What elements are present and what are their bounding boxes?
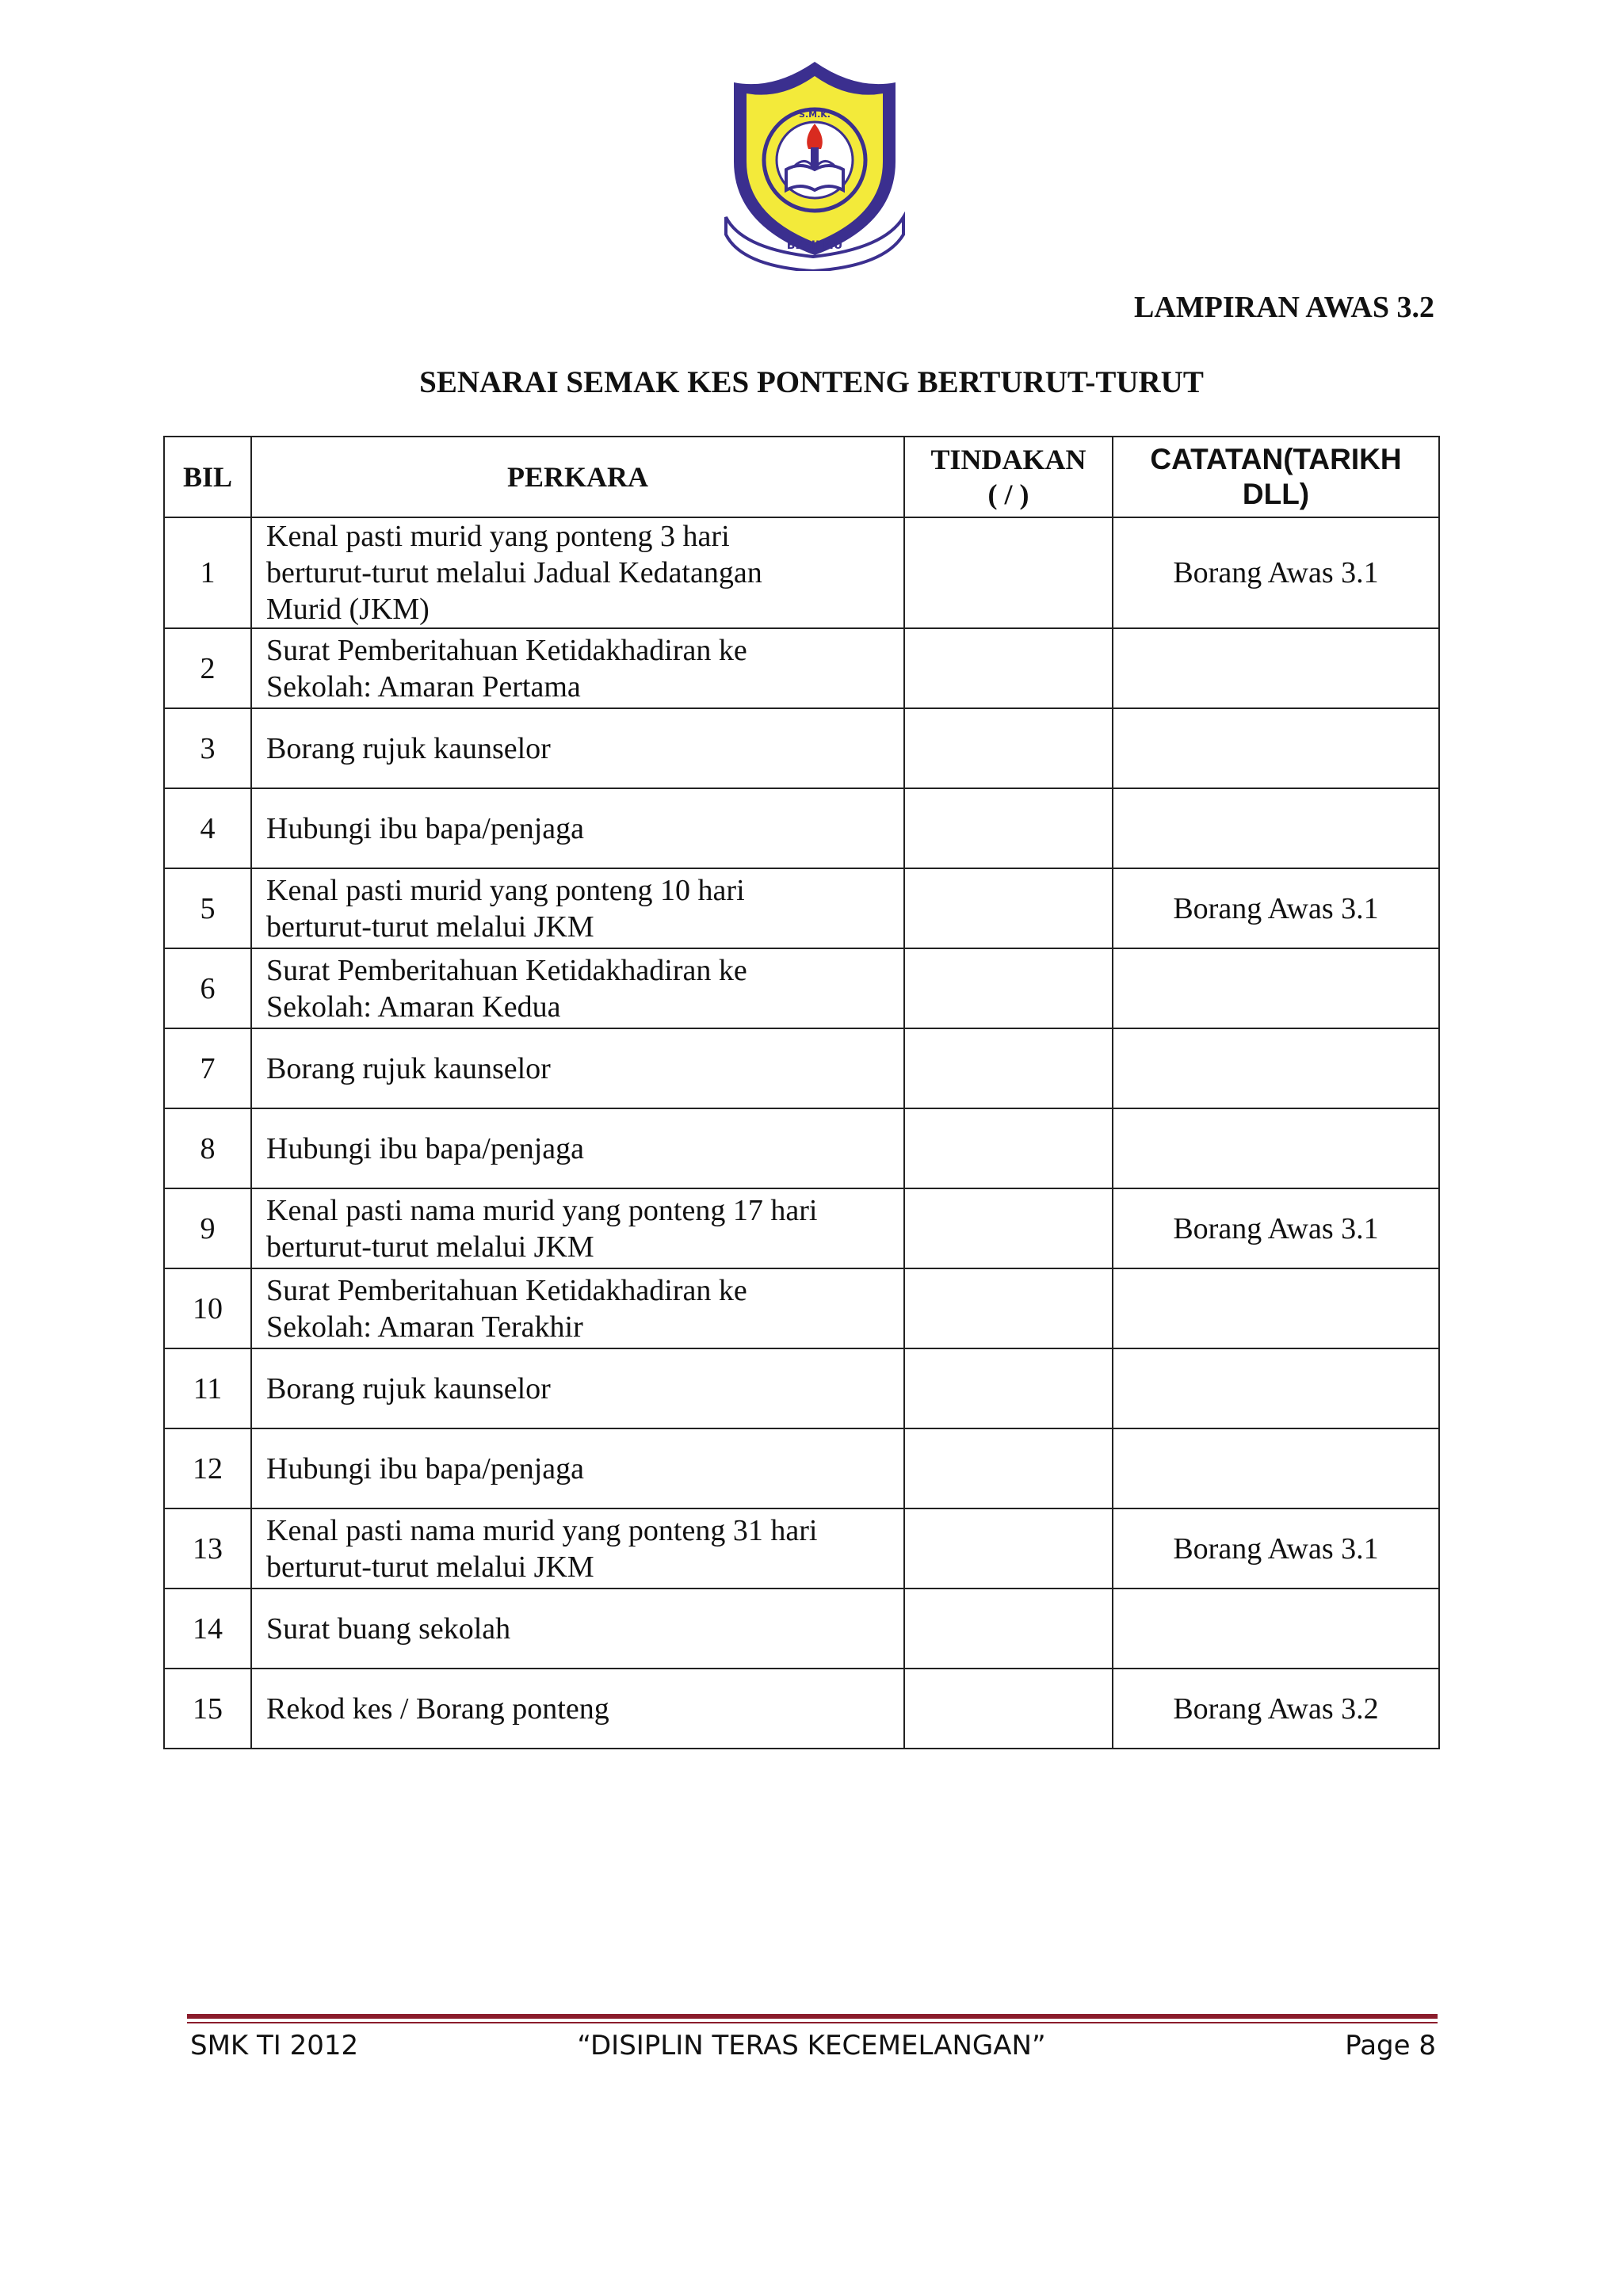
perkara-line: Borang rujuk kaunselor [266, 1051, 551, 1085]
cell-catatan [1113, 948, 1439, 1028]
column-header-tindakan [904, 437, 1113, 517]
table-row [164, 1268, 1439, 1348]
cell-tindakan[interactable] [904, 517, 1113, 628]
column-header-catatan [1113, 437, 1439, 517]
perkara-line: Hubungi ibu bapa/penjaga [266, 1131, 585, 1165]
table-header-row [164, 437, 1439, 517]
cell-tindakan[interactable] [904, 1589, 1113, 1669]
cell-bil: 14 [164, 1589, 251, 1669]
column-header-perkara: PERKARA [251, 437, 904, 517]
cell-bil: 7 [164, 1028, 251, 1108]
table-row [164, 708, 1439, 788]
perkara-line: Murid (JKM) [266, 593, 430, 626]
cell-bil: 15 [164, 1669, 251, 1749]
page-title: SENARAI SEMAK KES PONTENG BERTURUT-TURUT [419, 365, 1204, 399]
cell-perkara [251, 1108, 904, 1188]
cell-tindakan[interactable] [904, 1188, 1113, 1268]
cell-catatan: Borang Awas 3.2 [1113, 1669, 1439, 1749]
perkara-line: berturut-turut melalui JKM [266, 1230, 594, 1264]
cell-perkara [251, 708, 904, 788]
table-row [164, 948, 1439, 1028]
table-row [164, 868, 1439, 948]
table-row [164, 1188, 1439, 1268]
cell-catatan [1113, 1589, 1439, 1669]
perkara-line: Kenal pasti nama murid yang ponteng 17 hari [266, 1193, 818, 1227]
perkara-line: berturut-turut melalui JKM [266, 1550, 594, 1584]
table-row [164, 628, 1439, 708]
table-row [164, 788, 1439, 868]
cell-perkara [251, 1508, 904, 1589]
cell-perkara [251, 628, 904, 708]
table-row [164, 1508, 1439, 1589]
footer-divider [187, 2014, 1438, 2019]
cell-catatan: Borang Awas 3.1 [1113, 1188, 1439, 1268]
footer-motto: “DISIPLIN TERAS KECEMELANGAN” [577, 2030, 1046, 2061]
cell-perkara [251, 868, 904, 948]
cell-catatan [1113, 628, 1439, 708]
column-header-catatan-line2: DLL) [1242, 478, 1310, 510]
cell-catatan [1113, 1108, 1439, 1188]
table-row [164, 1589, 1439, 1669]
table-row [164, 517, 1439, 628]
cell-perkara [251, 788, 904, 868]
cell-tindakan[interactable] [904, 948, 1113, 1028]
cell-bil: 2 [164, 628, 251, 708]
table-row [164, 1669, 1439, 1749]
cell-tindakan[interactable] [904, 708, 1113, 788]
perkara-line: Kenal pasti nama murid yang ponteng 31 hari [266, 1513, 818, 1547]
cell-bil: 4 [164, 788, 251, 868]
cell-bil: 11 [164, 1348, 251, 1428]
table-row [164, 1028, 1439, 1108]
cell-perkara [251, 1188, 904, 1268]
cell-tindakan[interactable] [904, 628, 1113, 708]
school-crest-logo [718, 59, 911, 271]
appendix-label: LAMPIRAN AWAS 3.2 [1134, 291, 1434, 324]
cell-tindakan[interactable] [904, 1428, 1113, 1508]
perkara-line: Hubungi ibu bapa/penjaga [266, 1451, 585, 1486]
column-header-tindakan-line1: TINDAKAN [930, 444, 1086, 475]
column-header-tindakan-line2: ( / ) [987, 479, 1029, 510]
cell-catatan [1113, 1428, 1439, 1508]
perkara-line: Sekolah: Amaran Terakhir [266, 1310, 583, 1344]
cell-bil: 1 [164, 517, 251, 628]
perkara-line: Surat Pemberitahuan Ketidakhadiran ke [266, 1273, 747, 1307]
cell-bil: 3 [164, 708, 251, 788]
column-header-catatan-line1: CATATAN(TARIKH [1150, 443, 1402, 475]
footer-school-year: SMK TI 2012 [190, 2030, 359, 2061]
cell-tindakan[interactable] [904, 788, 1113, 868]
cell-perkara [251, 1589, 904, 1669]
cell-perkara [251, 1669, 904, 1749]
cell-catatan [1113, 1348, 1439, 1428]
cell-tindakan[interactable] [904, 1028, 1113, 1108]
cell-bil: 13 [164, 1508, 251, 1589]
cell-perkara [251, 1028, 904, 1108]
cell-perkara [251, 1268, 904, 1348]
cell-tindakan[interactable] [904, 1669, 1113, 1749]
logo-text-top: S.M.K. [799, 109, 831, 120]
perkara-line: Rekod kes / Borang ponteng [266, 1691, 609, 1726]
cell-bil: 5 [164, 868, 251, 948]
checklist-table [163, 436, 1440, 1749]
perkara-line: Sekolah: Amaran Kedua [266, 990, 561, 1024]
column-header-bil: BIL [164, 437, 251, 517]
perkara-line: Surat Pemberitahuan Ketidakhadiran ke [266, 953, 747, 987]
perkara-line: Hubungi ibu bapa/penjaga [266, 811, 585, 845]
cell-bil: 6 [164, 948, 251, 1028]
cell-catatan [1113, 1028, 1439, 1108]
cell-catatan: Borang Awas 3.1 [1113, 868, 1439, 948]
perkara-line: berturut-turut melalui JKM [266, 910, 594, 944]
cell-perkara [251, 1428, 904, 1508]
cell-tindakan[interactable] [904, 1348, 1113, 1428]
footer-page-number: Page 8 [1345, 2030, 1436, 2061]
perkara-line: Borang rujuk kaunselor [266, 1371, 551, 1405]
cell-catatan [1113, 1268, 1439, 1348]
perkara-line: Kenal pasti murid yang ponteng 3 hari [266, 520, 730, 553]
cell-bil: 10 [164, 1268, 251, 1348]
perkara-line: Sekolah: Amaran Pertama [266, 669, 581, 704]
cell-catatan [1113, 708, 1439, 788]
perkara-line: Borang rujuk kaunselor [266, 731, 551, 765]
cell-tindakan[interactable] [904, 868, 1113, 948]
cell-catatan: Borang Awas 3.1 [1113, 517, 1439, 628]
perkara-line: berturut-turut melalui Jadual Kedatangan [266, 556, 762, 589]
logo-text-bottom: BERILMU [786, 239, 843, 252]
perkara-line: Surat Pemberitahuan Ketidakhadiran ke [266, 633, 747, 667]
table-row [164, 1108, 1439, 1188]
cell-tindakan[interactable] [904, 1268, 1113, 1348]
cell-perkara [251, 1348, 904, 1428]
cell-bil: 8 [164, 1108, 251, 1188]
cell-perkara [251, 517, 904, 628]
table-row [164, 1348, 1439, 1428]
cell-perkara [251, 948, 904, 1028]
cell-catatan: Borang Awas 3.1 [1113, 1508, 1439, 1589]
table-row [164, 1428, 1439, 1508]
footer-divider-thin [187, 2022, 1438, 2023]
perkara-line: Surat buang sekolah [266, 1611, 511, 1646]
perkara-line: Kenal pasti murid yang ponteng 10 hari [266, 873, 745, 907]
checklist-body [164, 517, 1439, 1749]
cell-catatan [1113, 788, 1439, 868]
cell-tindakan[interactable] [904, 1508, 1113, 1589]
cell-bil: 12 [164, 1428, 251, 1508]
cell-bil: 9 [164, 1188, 251, 1268]
cell-tindakan[interactable] [904, 1108, 1113, 1188]
